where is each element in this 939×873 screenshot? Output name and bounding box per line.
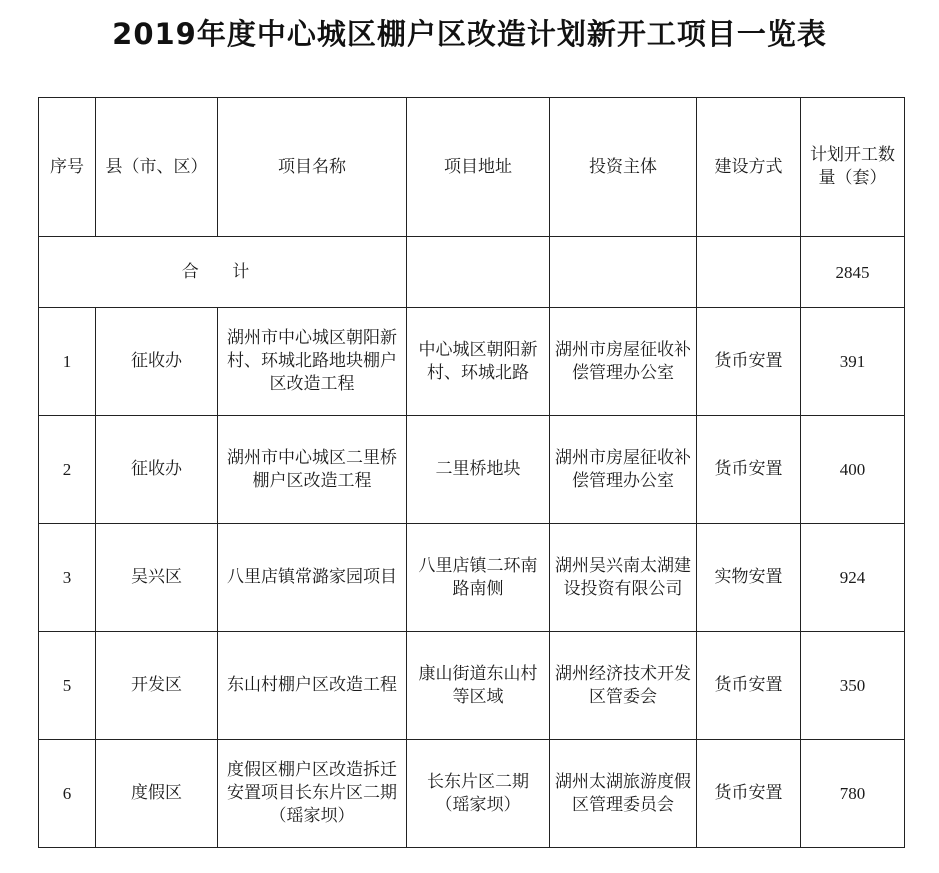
total-units: 2845: [801, 237, 905, 308]
table-row: [39, 416, 905, 524]
cell-district: 度假区: [96, 740, 218, 848]
cell-method: 货币安置: [697, 632, 801, 740]
header-method: 建设方式: [697, 98, 801, 237]
total-row: [39, 237, 905, 308]
cell-investor: 湖州经济技术开发区管委会: [550, 632, 697, 740]
cell-address: 康山街道东山村等区域: [407, 632, 550, 740]
cell-investor: 湖州市房屋征收补偿管理办公室: [550, 416, 697, 524]
header-district: 县（市、区）: [96, 98, 218, 237]
header-row: [39, 98, 905, 237]
cell-units: 400: [801, 416, 905, 524]
cell-project-name: 湖州市中心城区二里桥棚户区改造工程: [218, 416, 407, 524]
table-row: [39, 740, 905, 848]
cell-address: 八里店镇二环南路南侧: [407, 524, 550, 632]
cell-units: 780: [801, 740, 905, 848]
table-row: [39, 524, 905, 632]
total-empty-cell: [407, 237, 550, 308]
header-index: 序号: [39, 98, 96, 237]
table-row: [39, 308, 905, 416]
cell-index: 5: [39, 632, 96, 740]
total-empty-cell: [550, 237, 697, 308]
project-table: [38, 97, 905, 848]
cell-units: 350: [801, 632, 905, 740]
cell-method: 实物安置: [697, 524, 801, 632]
table-row: [39, 632, 905, 740]
cell-method: 货币安置: [697, 416, 801, 524]
cell-district: 吴兴区: [96, 524, 218, 632]
cell-district: 征收办: [96, 308, 218, 416]
cell-address: 中心城区朝阳新村、环城北路: [407, 308, 550, 416]
header-address: 项目地址: [407, 98, 550, 237]
cell-investor: 湖州市房屋征收补偿管理办公室: [550, 308, 697, 416]
cell-index: 1: [39, 308, 96, 416]
cell-address: 二里桥地块: [407, 416, 550, 524]
total-label: 合 计: [39, 237, 407, 308]
cell-project-name: 八里店镇常潞家园项目: [218, 524, 407, 632]
cell-units: 391: [801, 308, 905, 416]
total-empty-cell: [697, 237, 801, 308]
cell-project-name: 东山村棚户区改造工程: [218, 632, 407, 740]
header-investor: 投资主体: [550, 98, 697, 237]
cell-project-name: 湖州市中心城区朝阳新村、环城北路地块棚户区改造工程: [218, 308, 407, 416]
cell-project-name: 度假区棚户区改造拆迁安置项目长东片区二期（瑶家坝）: [218, 740, 407, 848]
cell-investor: 湖州吴兴南太湖建设投资有限公司: [550, 524, 697, 632]
cell-index: 2: [39, 416, 96, 524]
cell-address: 长东片区二期（瑶家坝）: [407, 740, 550, 848]
cell-units: 924: [801, 524, 905, 632]
cell-district: 开发区: [96, 632, 218, 740]
page-title: 2019年度中心城区棚户区改造计划新开工项目一览表: [112, 17, 827, 51]
header-project-name: 项目名称: [218, 98, 407, 237]
header-units: 计划开工数量（套）: [801, 98, 905, 237]
cell-district: 征收办: [96, 416, 218, 524]
cell-index: 3: [39, 524, 96, 632]
cell-method: 货币安置: [697, 740, 801, 848]
cell-investor: 湖州太湖旅游度假区管理委员会: [550, 740, 697, 848]
cell-index: 6: [39, 740, 96, 848]
cell-method: 货币安置: [697, 308, 801, 416]
